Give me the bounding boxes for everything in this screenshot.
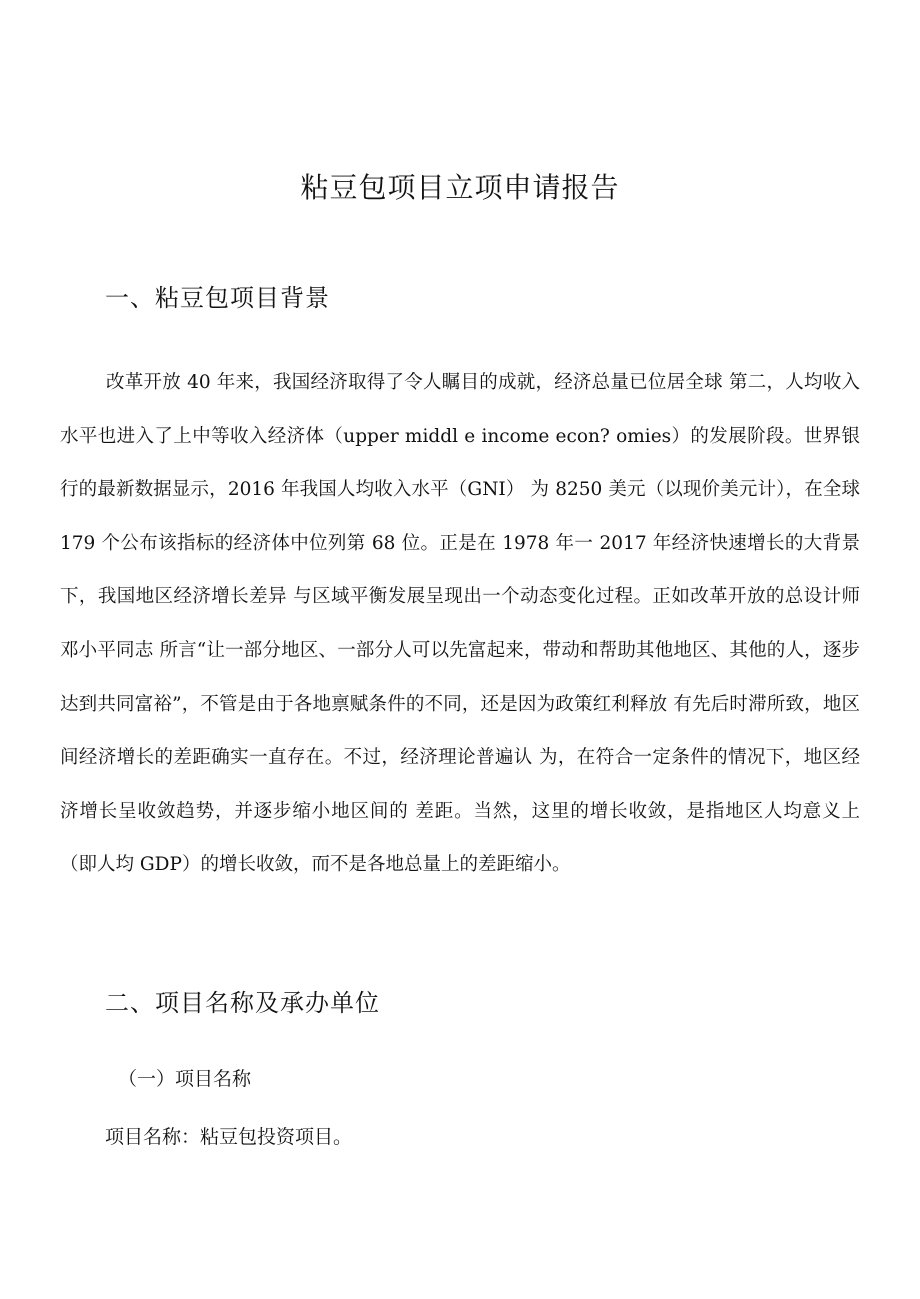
document-title: 粘豆包项目立项申请报告 <box>300 171 620 204</box>
subheading-project-name: （一）项目名称 <box>118 1068 252 1090</box>
section-heading-project-name: 二、项目名称及承办单位 <box>105 989 380 1017</box>
background-paragraph: 改革开放 40 年来，我国经济取得了令人瞩目的成就，经济总量已位居全球 第二，人均收入水平也进入了上中等收入经济体（upper middl e income econ? omies）的发展阶段。世界银行的最新数据显示，2016 年我国人均收入水平（GNI） 为 8250 美元（以现价美元计），在全球 179 个公布该指标的经济体中位列第 68 位。正是在 1978 年一 2017 年经济快速增长的大背景下，我国地区经济增长差异 与区域平衡发展呈现出一个动态变化过程。正如改革开放的总设计师邓小平同志 所言“让一部分地区、一部分人可以先富起来，带动和帮助其他地区、其他的人，逐步达到共同富裕”，不管是由于各地禀赋条件的不同，还是因为政策红利释放 有先后时滞所致，地区间经济增长的差距确实一直存在。不过，经济理论普遍认 为，在符合一定条件的情况下，地区经济增长呈收敛趋势，并逐步缩小地区间的 差距。当然，这里的增长收敛，是指地区人均意义上（即人均 GDP）的增长收敛，而不是各地总量上的差距缩小。 <box>60 372 860 876</box>
section-heading-background: 一、粘豆包项目背景 <box>105 284 330 312</box>
project-name-line: 项目名称：粘豆包投资项目。 <box>105 1126 353 1148</box>
